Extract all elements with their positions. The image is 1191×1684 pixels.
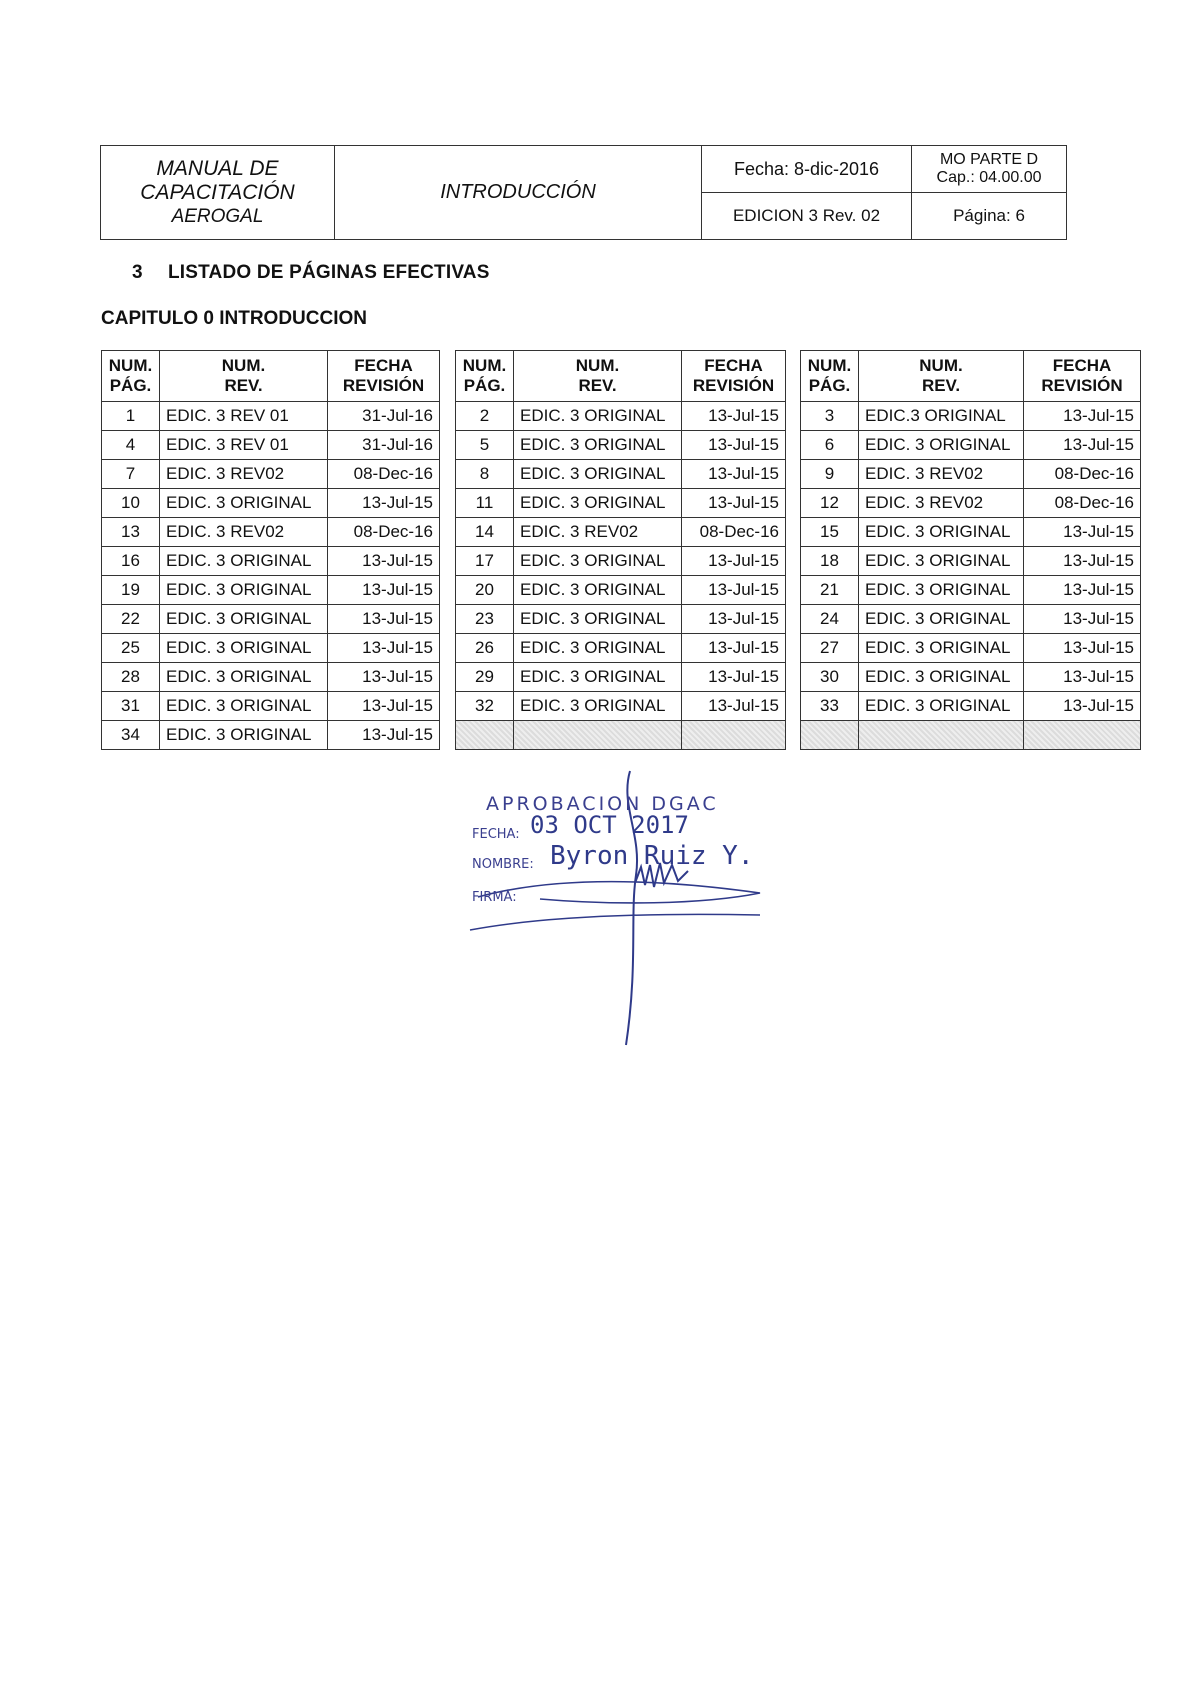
revision-number: EDIC. 3 ORIGINAL xyxy=(514,460,682,489)
header-row xyxy=(456,351,786,402)
revision-date: 08-Dec-16 xyxy=(328,460,440,489)
revision-number: EDIC. 3 ORIGINAL xyxy=(514,605,682,634)
table-row xyxy=(801,576,1141,605)
column-header-page-line2: PÁG. xyxy=(109,376,152,395)
table-row xyxy=(102,605,440,634)
table-row xyxy=(456,605,786,634)
column-header-date xyxy=(1024,351,1141,402)
revision-date: 13-Jul-15 xyxy=(682,402,786,431)
revision-number: EDIC. 3 ORIGINAL xyxy=(160,692,328,721)
revision-number: EDIC. 3 REV02 xyxy=(514,518,682,547)
page-number: 24 xyxy=(801,605,859,634)
table-row xyxy=(102,431,440,460)
table-row xyxy=(801,605,1141,634)
revision-number: EDIC. 3 ORIGINAL xyxy=(859,547,1024,576)
section-number: 3 xyxy=(132,262,143,283)
revision-number: EDIC. 3 REV 01 xyxy=(160,431,328,460)
table-row xyxy=(801,402,1141,431)
table-row xyxy=(801,460,1141,489)
column-header-revision-line2: REV. xyxy=(224,376,263,395)
revision-date: 13-Jul-15 xyxy=(682,576,786,605)
page-number: 33 xyxy=(801,692,859,721)
column-header-page-line1: NUM. xyxy=(462,356,507,375)
table-row xyxy=(456,518,786,547)
revision-date: 13-Jul-15 xyxy=(682,547,786,576)
table-row xyxy=(102,547,440,576)
page-number: 18 xyxy=(801,547,859,576)
revision-number: EDIC. 3 ORIGINAL xyxy=(160,576,328,605)
mo-parte-line2: Cap.: 04.00.00 xyxy=(936,169,1042,186)
page-number: 12 xyxy=(801,489,859,518)
revision-date: 13-Jul-15 xyxy=(1024,402,1141,431)
revision-date: 13-Jul-15 xyxy=(682,634,786,663)
column-header-page xyxy=(801,351,859,402)
revision-date: 13-Jul-15 xyxy=(682,460,786,489)
revision-date: 13-Jul-15 xyxy=(328,489,440,518)
empty-cell xyxy=(682,721,786,750)
revision-date: 13-Jul-15 xyxy=(682,692,786,721)
edition-cell: EDICION 3 Rev. 02 xyxy=(702,193,912,240)
page-number: 22 xyxy=(102,605,160,634)
page-number: 15 xyxy=(801,518,859,547)
column-header-date-line2: REVISIÓN xyxy=(692,376,775,395)
revision-date: 08-Dec-16 xyxy=(1024,489,1141,518)
signature-loop-stroke xyxy=(478,882,760,903)
page-number: 9 xyxy=(801,460,859,489)
table-row xyxy=(456,460,786,489)
mo-parte-line1: MO PARTE D xyxy=(939,151,1039,168)
document-header xyxy=(100,145,1067,240)
page-number: 19 xyxy=(102,576,160,605)
revision-number: EDIC. 3 ORIGINAL xyxy=(859,692,1024,721)
table-row xyxy=(102,402,440,431)
page-number: 10 xyxy=(102,489,160,518)
table-row xyxy=(456,402,786,431)
table-row xyxy=(102,489,440,518)
page-number: 4 xyxy=(102,431,160,460)
revision-number: EDIC.3 ORIGINAL xyxy=(859,402,1024,431)
revision-date: 13-Jul-15 xyxy=(328,634,440,663)
table-row xyxy=(801,547,1141,576)
stamp-nombre-label: NOMBRE: xyxy=(472,857,534,872)
empty-cell xyxy=(801,721,859,750)
revision-number: EDIC. 3 ORIGINAL xyxy=(859,576,1024,605)
revision-date: 13-Jul-15 xyxy=(328,547,440,576)
page-number: 2 xyxy=(456,402,514,431)
page-number: 27 xyxy=(801,634,859,663)
revision-date: 13-Jul-15 xyxy=(328,576,440,605)
table-row xyxy=(801,692,1141,721)
page-number: 26 xyxy=(456,634,514,663)
revision-number: EDIC. 3 ORIGINAL xyxy=(514,692,682,721)
manual-title-cell xyxy=(101,146,335,240)
revision-date: 13-Jul-15 xyxy=(682,663,786,692)
revision-number: EDIC. 3 ORIGINAL xyxy=(514,489,682,518)
revision-number: EDIC. 3 ORIGINAL xyxy=(859,518,1024,547)
column-header-date-line2: REVISIÓN xyxy=(342,376,425,395)
column-header-page xyxy=(456,351,514,402)
column-header-page-line2: PÁG. xyxy=(808,376,851,395)
revision-date: 13-Jul-15 xyxy=(1024,547,1141,576)
table-row xyxy=(456,547,786,576)
revision-date: 13-Jul-15 xyxy=(1024,663,1141,692)
revision-date: 13-Jul-15 xyxy=(1024,518,1141,547)
revision-number: EDIC. 3 REV02 xyxy=(859,489,1024,518)
table-row xyxy=(456,721,786,750)
effective-pages-table-1 xyxy=(101,350,440,750)
table-row xyxy=(102,692,440,721)
revision-number: EDIC. 3 ORIGINAL xyxy=(514,663,682,692)
revision-number: EDIC. 3 ORIGINAL xyxy=(859,663,1024,692)
table-row xyxy=(102,634,440,663)
revision-date: 08-Dec-16 xyxy=(328,518,440,547)
revision-number: EDIC. 3 REV02 xyxy=(859,460,1024,489)
revision-number: EDIC. 3 ORIGINAL xyxy=(514,547,682,576)
column-header-revision-line1: NUM. xyxy=(221,356,266,375)
revision-date: 13-Jul-15 xyxy=(682,431,786,460)
manual-title-line2: CAPACITACIÓN xyxy=(140,180,295,204)
revision-number: EDIC. 3 ORIGINAL xyxy=(514,402,682,431)
chapter-heading: CAPITULO 0 INTRODUCCION xyxy=(101,308,367,329)
revision-date: 13-Jul-15 xyxy=(1024,576,1141,605)
table-row xyxy=(102,518,440,547)
page-number-cell: Página: 6 xyxy=(912,193,1067,240)
stamp-fecha-value: 03 OCT 2017 xyxy=(530,811,689,839)
revision-date: 08-Dec-16 xyxy=(682,518,786,547)
column-header-date-line1: FECHA xyxy=(1052,356,1112,375)
revision-number: EDIC. 3 ORIGINAL xyxy=(160,663,328,692)
revision-date: 31-Jul-16 xyxy=(328,402,440,431)
column-header-page-line2: PÁG. xyxy=(463,376,506,395)
column-header-page xyxy=(102,351,160,402)
revision-number: EDIC. 3 ORIGINAL xyxy=(160,547,328,576)
revision-number: EDIC. 3 ORIGINAL xyxy=(859,634,1024,663)
column-header-revision xyxy=(859,351,1024,402)
column-header-page-line1: NUM. xyxy=(108,356,153,375)
revision-number: EDIC. 3 ORIGINAL xyxy=(514,431,682,460)
revision-date: 13-Jul-15 xyxy=(1024,692,1141,721)
page-number: 6 xyxy=(801,431,859,460)
page-number: 8 xyxy=(456,460,514,489)
revision-date: 13-Jul-15 xyxy=(328,692,440,721)
table-row xyxy=(102,721,440,750)
revision-date: 13-Jul-15 xyxy=(682,605,786,634)
revision-number: EDIC. 3 ORIGINAL xyxy=(514,634,682,663)
table-row xyxy=(456,692,786,721)
revision-number: EDIC. 3 ORIGINAL xyxy=(160,634,328,663)
approval-stamp xyxy=(460,765,780,1050)
effective-pages-table-3 xyxy=(800,350,1141,750)
table-row xyxy=(456,431,786,460)
revision-number: EDIC. 3 ORIGINAL xyxy=(859,431,1024,460)
page-number: 11 xyxy=(456,489,514,518)
section-name-cell: INTRODUCCIÓN xyxy=(335,146,702,240)
stamp-nombre-value: Byron Ruiz Y. xyxy=(550,841,754,871)
revision-date: 13-Jul-15 xyxy=(328,605,440,634)
page-number: 14 xyxy=(456,518,514,547)
page-number: 25 xyxy=(102,634,160,663)
column-header-revision-line1: NUM. xyxy=(575,356,620,375)
stamp-fecha-label: FECHA: xyxy=(472,827,520,842)
column-header-revision xyxy=(160,351,328,402)
revision-date: 13-Jul-15 xyxy=(328,663,440,692)
revision-number: EDIC. 3 REV02 xyxy=(160,460,328,489)
page-number: 20 xyxy=(456,576,514,605)
header-row xyxy=(801,351,1141,402)
page-number: 3 xyxy=(801,402,859,431)
revision-number: EDIC. 3 REV 01 xyxy=(160,402,328,431)
revision-date: 13-Jul-15 xyxy=(328,721,440,750)
page-number: 16 xyxy=(102,547,160,576)
page-number: 30 xyxy=(801,663,859,692)
page-number: 23 xyxy=(456,605,514,634)
table-row xyxy=(102,460,440,489)
manual-title-line3: AEROGAL xyxy=(171,205,264,227)
empty-cell xyxy=(514,721,682,750)
revision-number: EDIC. 3 ORIGINAL xyxy=(514,576,682,605)
section-heading xyxy=(132,262,490,284)
page-number: 7 xyxy=(102,460,160,489)
table-row xyxy=(456,663,786,692)
empty-cell xyxy=(859,721,1024,750)
table-row xyxy=(456,634,786,663)
column-header-date-line1: FECHA xyxy=(704,356,763,375)
stamp-firma-label: FIRMA: xyxy=(472,890,517,905)
page-number: 21 xyxy=(801,576,859,605)
revision-date: 13-Jul-15 xyxy=(1024,431,1141,460)
table-row xyxy=(801,663,1141,692)
page-number: 31 xyxy=(102,692,160,721)
empty-cell xyxy=(456,721,514,750)
page-number: 1 xyxy=(102,402,160,431)
table-row xyxy=(456,576,786,605)
date-cell: Fecha: 8-dic-2016 xyxy=(702,146,912,193)
column-header-revision-line1: NUM. xyxy=(919,356,963,375)
page-number: 34 xyxy=(102,721,160,750)
header-row xyxy=(102,351,440,402)
revision-date: 13-Jul-15 xyxy=(1024,605,1141,634)
stamp-title: APROBACION DGAC xyxy=(486,793,719,815)
page-number: 28 xyxy=(102,663,160,692)
table-row xyxy=(801,489,1141,518)
page-number: 13 xyxy=(102,518,160,547)
column-header-date-line2: REVISIÓN xyxy=(1041,376,1123,395)
table-row xyxy=(801,634,1141,663)
revision-number: EDIC. 3 ORIGINAL xyxy=(859,605,1024,634)
revision-date: 08-Dec-16 xyxy=(1024,460,1141,489)
column-header-revision xyxy=(514,351,682,402)
column-header-date-line1: FECHA xyxy=(354,356,413,375)
revision-number: EDIC. 3 ORIGINAL xyxy=(160,489,328,518)
table-row xyxy=(102,576,440,605)
page-number: 17 xyxy=(456,547,514,576)
mo-parte-cell xyxy=(912,146,1067,193)
revision-date: 31-Jul-16 xyxy=(328,431,440,460)
page-number: 32 xyxy=(456,692,514,721)
page-number: 29 xyxy=(456,663,514,692)
revision-number: EDIC. 3 ORIGINAL xyxy=(160,721,328,750)
effective-pages-table-2 xyxy=(455,350,786,750)
table-row xyxy=(102,663,440,692)
page-number: 5 xyxy=(456,431,514,460)
column-header-date xyxy=(682,351,786,402)
revision-date: 13-Jul-15 xyxy=(1024,634,1141,663)
signature-underline-stroke xyxy=(470,914,760,930)
manual-title-line1: MANUAL DE xyxy=(156,156,279,180)
empty-cell xyxy=(1024,721,1141,750)
revision-number: EDIC. 3 ORIGINAL xyxy=(160,605,328,634)
table-row xyxy=(801,721,1141,750)
table-row xyxy=(456,489,786,518)
revision-date: 13-Jul-15 xyxy=(682,489,786,518)
section-heading-text: LISTADO DE PÁGINAS EFECTIVAS xyxy=(168,262,490,283)
column-header-date xyxy=(328,351,440,402)
column-header-revision-line2: REV. xyxy=(921,376,961,395)
column-header-revision-line2: REV. xyxy=(578,376,617,395)
column-header-page-line1: NUM. xyxy=(807,356,852,375)
revision-number: EDIC. 3 REV02 xyxy=(160,518,328,547)
table-row xyxy=(801,518,1141,547)
table-row xyxy=(801,431,1141,460)
